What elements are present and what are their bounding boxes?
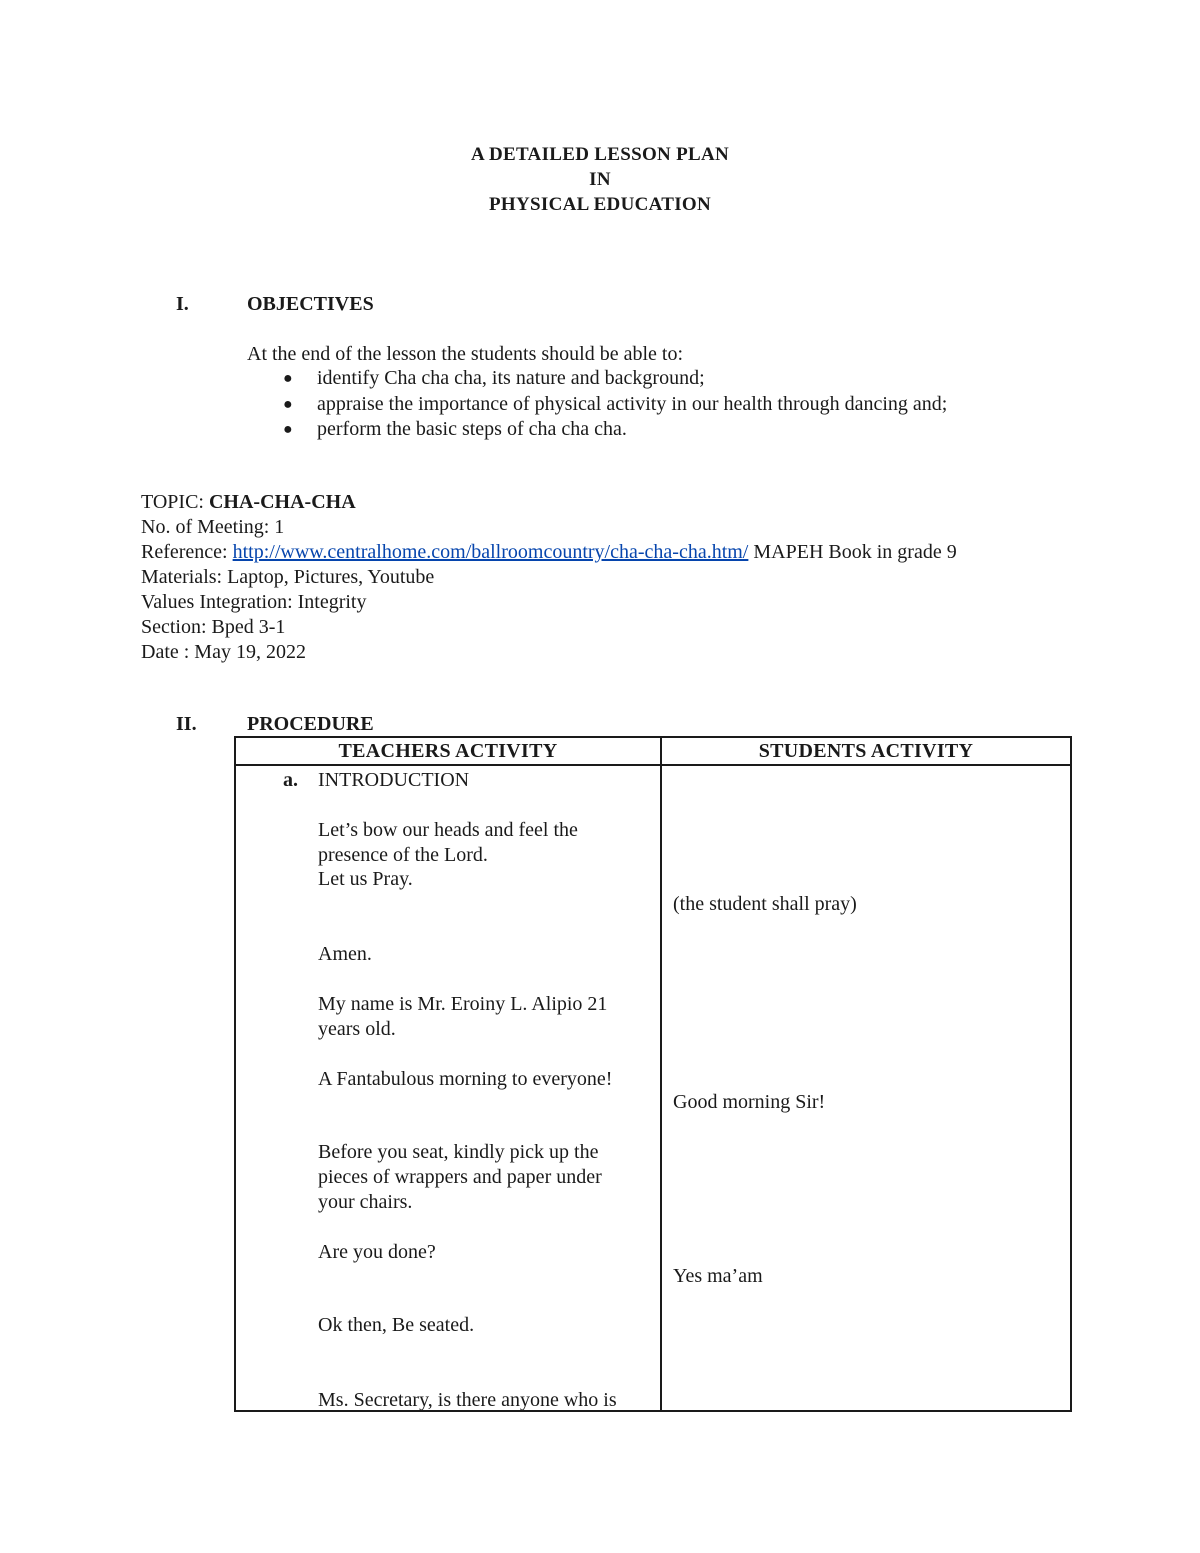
bullet-icon: ● — [283, 421, 293, 438]
teacher-line: Are you done? — [318, 1241, 436, 1263]
objective-text: appraise the importance of physical activity in our health through dancing and; — [317, 392, 948, 415]
objective-item — [283, 417, 947, 443]
topic-value: CHA-CHA-CHA — [208, 491, 356, 513]
teachers-activity-header: TEACHERS ACTIVITY — [235, 737, 661, 765]
reference-rest: MAPEH Book in grade 9 — [748, 541, 957, 563]
students-activity-header: STUDENTS ACTIVITY — [661, 737, 1071, 765]
objectives-intro: At the end of the lesson the students should be able to: — [247, 343, 684, 365]
section-marker: a. — [283, 769, 298, 791]
objective-item — [283, 366, 947, 392]
teacher-line: presence of the Lord. — [318, 844, 488, 866]
teacher-activity-cell — [235, 765, 661, 1411]
teacher-line: Ok then, Be seated. — [318, 1314, 475, 1336]
student-line: (the student shall pray) — [673, 893, 857, 915]
objective-text: identify Cha cha cha, its nature and background; — [317, 367, 705, 389]
teacher-line: Let us Pray. — [318, 868, 413, 890]
objective-item — [283, 392, 947, 418]
procedure-number: II. — [176, 713, 197, 735]
student-line: Good morning Sir! — [673, 1091, 826, 1113]
teacher-line: Amen. — [318, 943, 372, 965]
objectives-list — [283, 366, 947, 443]
title-line-3: PHYSICAL EDUCATION — [489, 194, 711, 215]
objectives-label: OBJECTIVES — [247, 293, 374, 315]
title-line-2: IN — [589, 169, 611, 190]
teacher-line: pieces of wrappers and paper under — [318, 1166, 602, 1188]
teacher-line: Before you seat, kindly pick up the — [318, 1141, 599, 1163]
table-header-row — [235, 737, 1071, 765]
lesson-info — [141, 490, 957, 665]
procedure-table — [234, 736, 1072, 1412]
bullet-icon: ● — [283, 370, 293, 387]
teacher-line: Let’s bow our heads and feel the — [318, 819, 578, 841]
student-activity-cell — [661, 765, 1071, 1411]
topic-label: TOPIC: — [141, 491, 209, 513]
teacher-line: INTRODUCTION — [318, 769, 470, 791]
section-line: Section: Bped 3-1 — [141, 616, 286, 638]
teacher-line: A Fantabulous morning to everyone! — [318, 1068, 613, 1090]
procedure-label: PROCEDURE — [247, 713, 374, 735]
student-line: Yes ma’am — [673, 1265, 763, 1287]
teacher-line: your chairs. — [318, 1191, 413, 1213]
table-row — [235, 765, 1071, 1411]
date-line: Date : May 19, 2022 — [141, 641, 306, 663]
reference-link[interactable]: http://www.centralhome.com/ballroomcountry/cha-cha-cha.htm/ — [232, 541, 749, 563]
reference-label: Reference: — [141, 541, 233, 563]
teacher-line: Ms. Secretary, is there anyone who is — [318, 1389, 617, 1411]
objective-text: perform the basic steps of cha cha cha. — [317, 418, 627, 440]
values-line: Values Integration: Integrity — [141, 591, 367, 613]
teacher-line: My name is Mr. Eroiny L. Alipio 21 — [318, 993, 608, 1015]
topic-line — [141, 490, 957, 515]
objectives-number: I. — [176, 293, 189, 315]
reference-line — [141, 540, 957, 565]
document-title — [0, 142, 1200, 217]
meeting-line: No. of Meeting: 1 — [141, 516, 285, 538]
teacher-line: years old. — [318, 1018, 396, 1040]
materials-line: Materials: Laptop, Pictures, Youtube — [141, 566, 435, 588]
bullet-icon: ● — [283, 395, 293, 413]
title-line-1: A DETAILED LESSON PLAN — [470, 144, 730, 165]
